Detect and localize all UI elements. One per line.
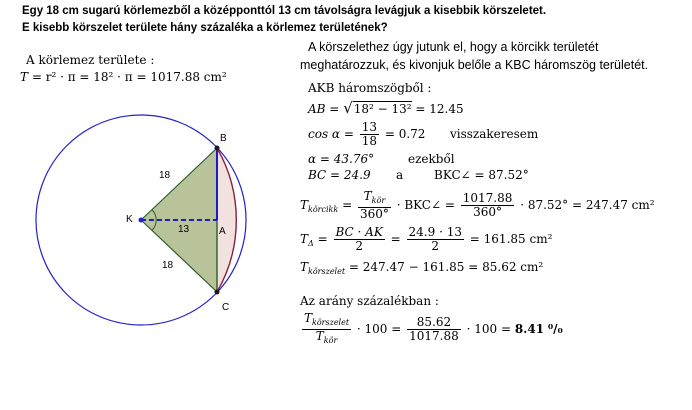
point-c [215, 290, 220, 295]
cos-num: 13 [361, 120, 377, 134]
triangle-f1-num: BC · AK [335, 225, 383, 239]
bkc-angle: BKC∠ = 87.52° [434, 168, 529, 182]
triangle-f2-num: 24.9 · 13 [408, 225, 462, 239]
triangle-eq2: = [390, 232, 401, 246]
triangle-f2-den: 2 [431, 239, 440, 253]
ratio-f1-den-sub: kör [323, 336, 338, 345]
ab-lhs: AB = [308, 102, 340, 116]
sector-f1-num-T: T [363, 189, 372, 203]
label-k: K [126, 214, 133, 225]
label-c: C [222, 302, 230, 313]
label-radius-top: 18 [159, 170, 171, 181]
segment-equation [300, 260, 543, 276]
label-radius-bottom: 18 [162, 260, 174, 271]
method-line-1: A körszelethez úgy jutunk el, hogy a körcikk területét [308, 40, 599, 54]
alpha-note: ezekből [408, 152, 455, 166]
sector-mid: · BKC∠ = [396, 198, 455, 212]
label-distance: 13 [178, 224, 190, 235]
ratio-equation [300, 312, 563, 347]
ratio-percent: ⁰/₀ [547, 322, 563, 336]
problem-line-2: E kisebb körszelet területe hány százaléka a körlemez területének? [22, 22, 388, 34]
ratio-tail: · 100 = [466, 322, 511, 336]
ratio-f1-num-T: T [304, 311, 313, 325]
problem-line-1: Egy 18 cm sugarú körlemezből a középponttól 13 cm távolságra levágjuk a kisebbik körszeletet. [22, 5, 547, 17]
sector-f1-den: 360° [359, 207, 389, 221]
sector-eq: = [342, 198, 353, 212]
sector-f2-den: 360° [473, 205, 502, 219]
ratio-f2-num: 85.62 [407, 316, 461, 330]
cos-result: = 0.72 [384, 127, 426, 141]
triangle-f1-den: 2 [355, 239, 363, 253]
sector-equation [300, 190, 655, 221]
ratio-f1-num-sub: körszelet [312, 318, 350, 327]
sector-result: · 87.52° = 247.47 cm² [520, 198, 655, 212]
point-k [139, 218, 144, 223]
area-rhs: = r² · π = 18² · π = 1017.88 cm² [31, 70, 227, 84]
ratio-answer: 8.41 [514, 322, 545, 336]
cos-equation [308, 121, 425, 148]
ratio-title: Az arány százalékban : [300, 294, 439, 308]
sector-f2-num: 1017.88 [462, 191, 513, 205]
triangle-T: T [300, 232, 309, 246]
cos-den: 18 [361, 134, 377, 148]
label-b: B [220, 133, 227, 144]
method-line-2: meghatározzuk, és kivonjuk belőle a KBC háromszög területét. [300, 58, 649, 72]
ratio-f2-den: 1017.88 [409, 329, 459, 343]
point-b [215, 146, 220, 151]
bc-value: BC = 24.9 [308, 168, 371, 182]
sector-sub: körcikk [308, 205, 339, 214]
area-lhs: T [20, 70, 29, 84]
segment-T: T [300, 260, 309, 274]
triangle-equation [300, 226, 552, 253]
triangle-eq: = [317, 232, 328, 246]
label-a: A [219, 226, 226, 237]
sector-f1-num-sub: kör [371, 196, 386, 205]
circle-diagram [0, 0, 300, 410]
triangle-result: = 161.85 cm² [469, 232, 553, 246]
segment-sub: körszelet [308, 267, 346, 276]
area-label: A körlemez területe : [26, 53, 155, 67]
triangle-sub: Δ [308, 239, 314, 248]
sector-T: T [300, 198, 309, 212]
akb-title: AKB háromszögből : [308, 81, 432, 95]
cos-note: visszakeresem [450, 127, 539, 141]
ratio-mid: · 100 = [356, 322, 402, 336]
ratio-f1-den-T: T [315, 329, 324, 343]
ab-equation: AB = √18² − 13² = 12.45 [308, 99, 464, 117]
ab-result: = 12.45 [415, 102, 464, 116]
and-word: a [396, 168, 404, 182]
segment-result: = 247.47 − 161.85 = 85.62 cm² [348, 260, 544, 274]
cos-lhs: cos α = [308, 127, 354, 141]
ab-radicand: 18² − 13² [353, 102, 412, 116]
alpha-value: α = 43.76° [308, 152, 375, 166]
